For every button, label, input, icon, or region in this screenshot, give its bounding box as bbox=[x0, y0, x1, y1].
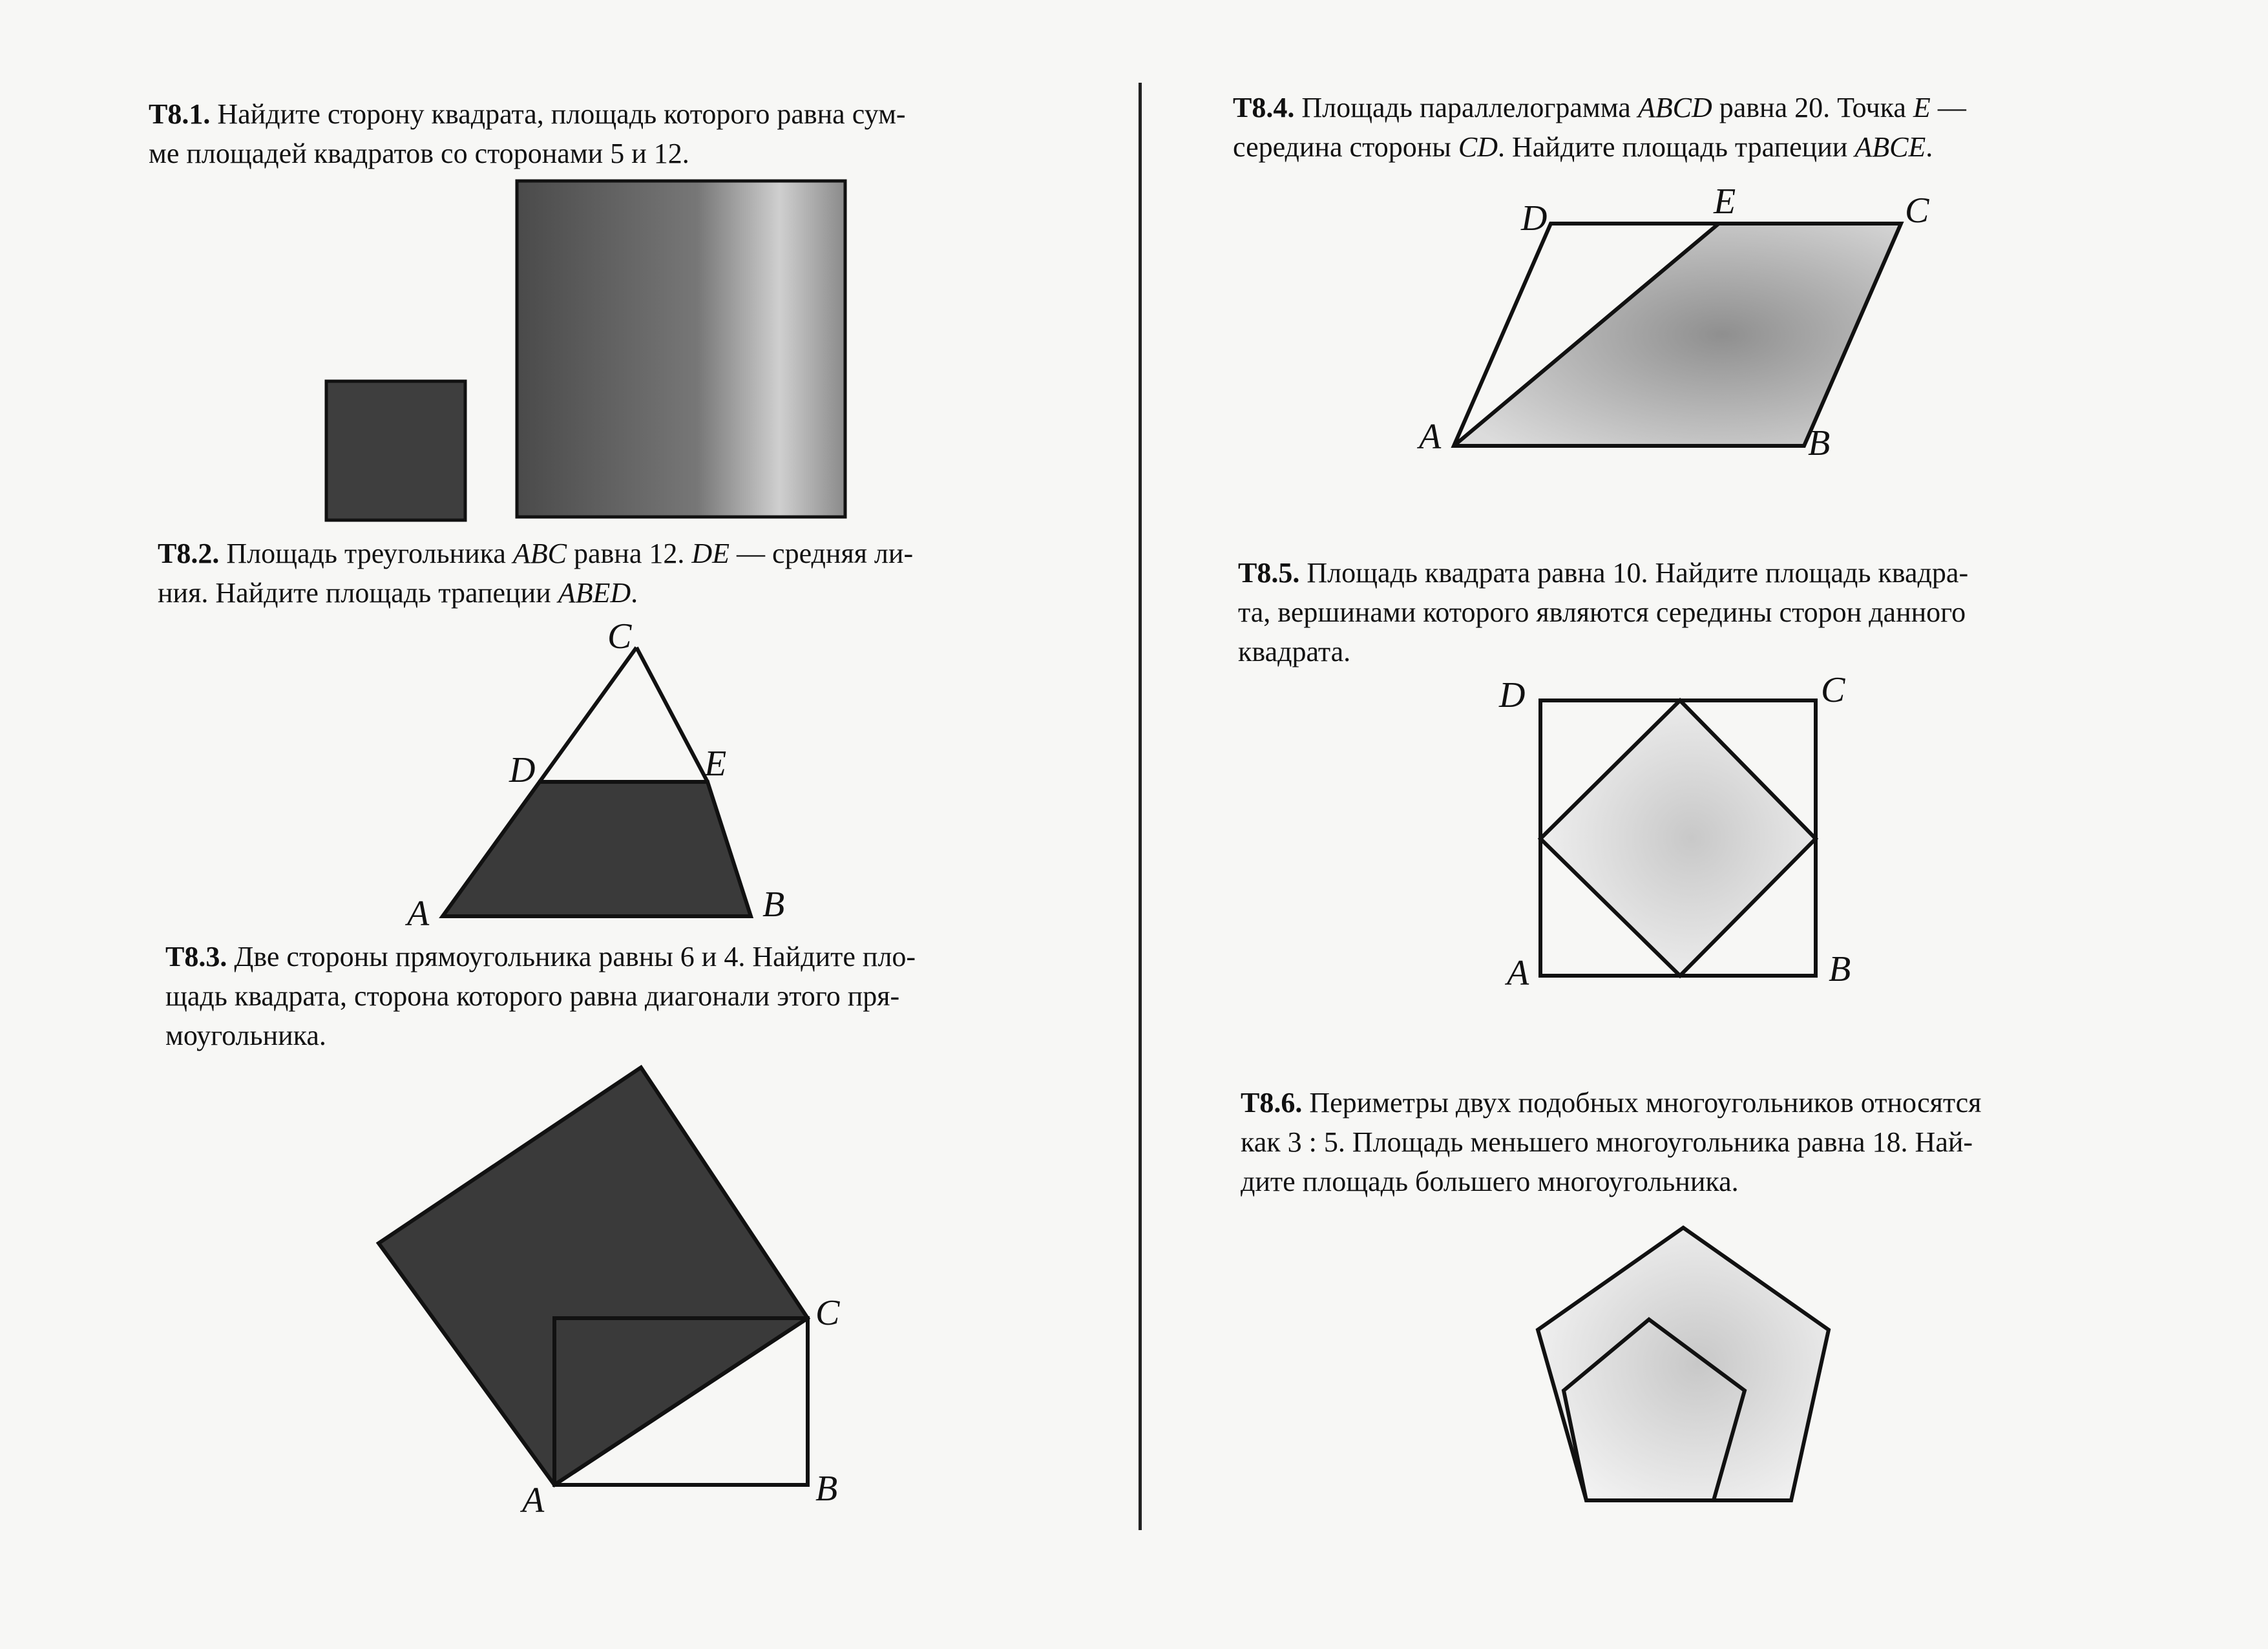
task-text: щадь квадрата, сторона которого равна диагонали этого пря- bbox=[165, 980, 900, 1012]
task-number: T8.6. bbox=[1241, 1087, 1303, 1119]
figure-t8-2 bbox=[404, 616, 784, 934]
task-text: ния. Найдите площадь трапеции bbox=[158, 577, 558, 609]
task-text: — bbox=[1930, 92, 1966, 123]
point-label-b: B bbox=[1829, 949, 1851, 989]
point-label-e: E bbox=[1714, 182, 1736, 222]
task-text: . bbox=[631, 577, 638, 609]
task-text: ABCE bbox=[1854, 131, 1926, 163]
task-text: квадрата. bbox=[1238, 636, 1351, 667]
side-ec bbox=[636, 647, 708, 782]
point-label-b: B bbox=[1808, 423, 1831, 463]
task-text: ABCD bbox=[1637, 92, 1712, 123]
point-label-e: E bbox=[704, 744, 727, 784]
task-text: равна 20. Точка bbox=[1712, 92, 1913, 123]
point-label-d: D bbox=[1499, 675, 1526, 715]
task-text: Площадь квадрата равна 10. Найдите площадь квадра- bbox=[1307, 557, 1969, 589]
task-text: . Найдите площадь трапеции bbox=[1497, 131, 1855, 163]
square-on-diagonal bbox=[379, 1067, 808, 1485]
point-label-d: D bbox=[509, 750, 536, 790]
task-text: — средняя ли- bbox=[730, 538, 914, 569]
figure-t8-1 bbox=[326, 181, 845, 520]
task-text: середина стороны bbox=[1233, 131, 1458, 163]
task-text: Площадь параллелограмма bbox=[1301, 92, 1638, 123]
task-text: Площадь треугольника bbox=[226, 538, 513, 569]
point-label-c: C bbox=[1821, 670, 1845, 710]
large-square bbox=[517, 181, 845, 517]
point-label-a: A bbox=[522, 1480, 545, 1520]
figure-t8-6 bbox=[1538, 1228, 1829, 1500]
task-text: Периметры двух подобных многоугольников относятся bbox=[1309, 1087, 1982, 1119]
task-text: равна 12. bbox=[567, 538, 692, 569]
point-label-c: C bbox=[607, 616, 632, 656]
point-label-d: D bbox=[1521, 198, 1548, 238]
task-text: дите площадь большего многоугольника. bbox=[1241, 1166, 1739, 1197]
task-number: T8.4. bbox=[1233, 92, 1295, 123]
small-square bbox=[326, 381, 465, 520]
task-number: T8.2. bbox=[158, 538, 220, 569]
task-text: ABC bbox=[512, 538, 567, 569]
task-text: ABED bbox=[558, 577, 631, 609]
task-text: Две стороны прямоугольника равны 6 и 4. Найдите пло- bbox=[234, 941, 916, 972]
task-text: DE bbox=[691, 538, 730, 569]
point-label-c: C bbox=[815, 1293, 840, 1333]
task-text: Найдите сторону квадрата, площадь которого равна сум- bbox=[217, 98, 906, 130]
task-number: T8.1. bbox=[149, 98, 211, 130]
task-text: E bbox=[1913, 92, 1931, 123]
figure-t8-5 bbox=[1498, 670, 1851, 993]
point-label-a: A bbox=[407, 894, 430, 934]
figure-t8-4 bbox=[1416, 182, 1929, 463]
point-label-b: B bbox=[762, 885, 785, 925]
inner-square bbox=[1540, 700, 1816, 976]
task-number: T8.3. bbox=[165, 941, 227, 972]
task-text: та, вершинами которого являются середины сторон данного bbox=[1238, 596, 1966, 628]
task-text: моугольника. bbox=[165, 1020, 326, 1051]
large-pentagon bbox=[1538, 1228, 1829, 1500]
task-text: CD bbox=[1458, 131, 1498, 163]
point-label-a: A bbox=[1507, 953, 1529, 993]
point-label-a: A bbox=[1419, 417, 1442, 457]
side-dc bbox=[540, 647, 636, 782]
point-label-b: B bbox=[815, 1469, 838, 1509]
task-text: ме площадей квадратов со сторонами 5 и 12. bbox=[149, 138, 689, 169]
point-label-c: C bbox=[1905, 191, 1929, 231]
task-text: . bbox=[1926, 131, 1933, 163]
task-number: T8.5. bbox=[1238, 557, 1300, 589]
task-text: как 3 : 5. Площадь меньшего многоугольника равна 18. Най- bbox=[1241, 1126, 1973, 1158]
figure-t8-3 bbox=[379, 1067, 840, 1520]
trapezoid-abed bbox=[443, 782, 751, 916]
